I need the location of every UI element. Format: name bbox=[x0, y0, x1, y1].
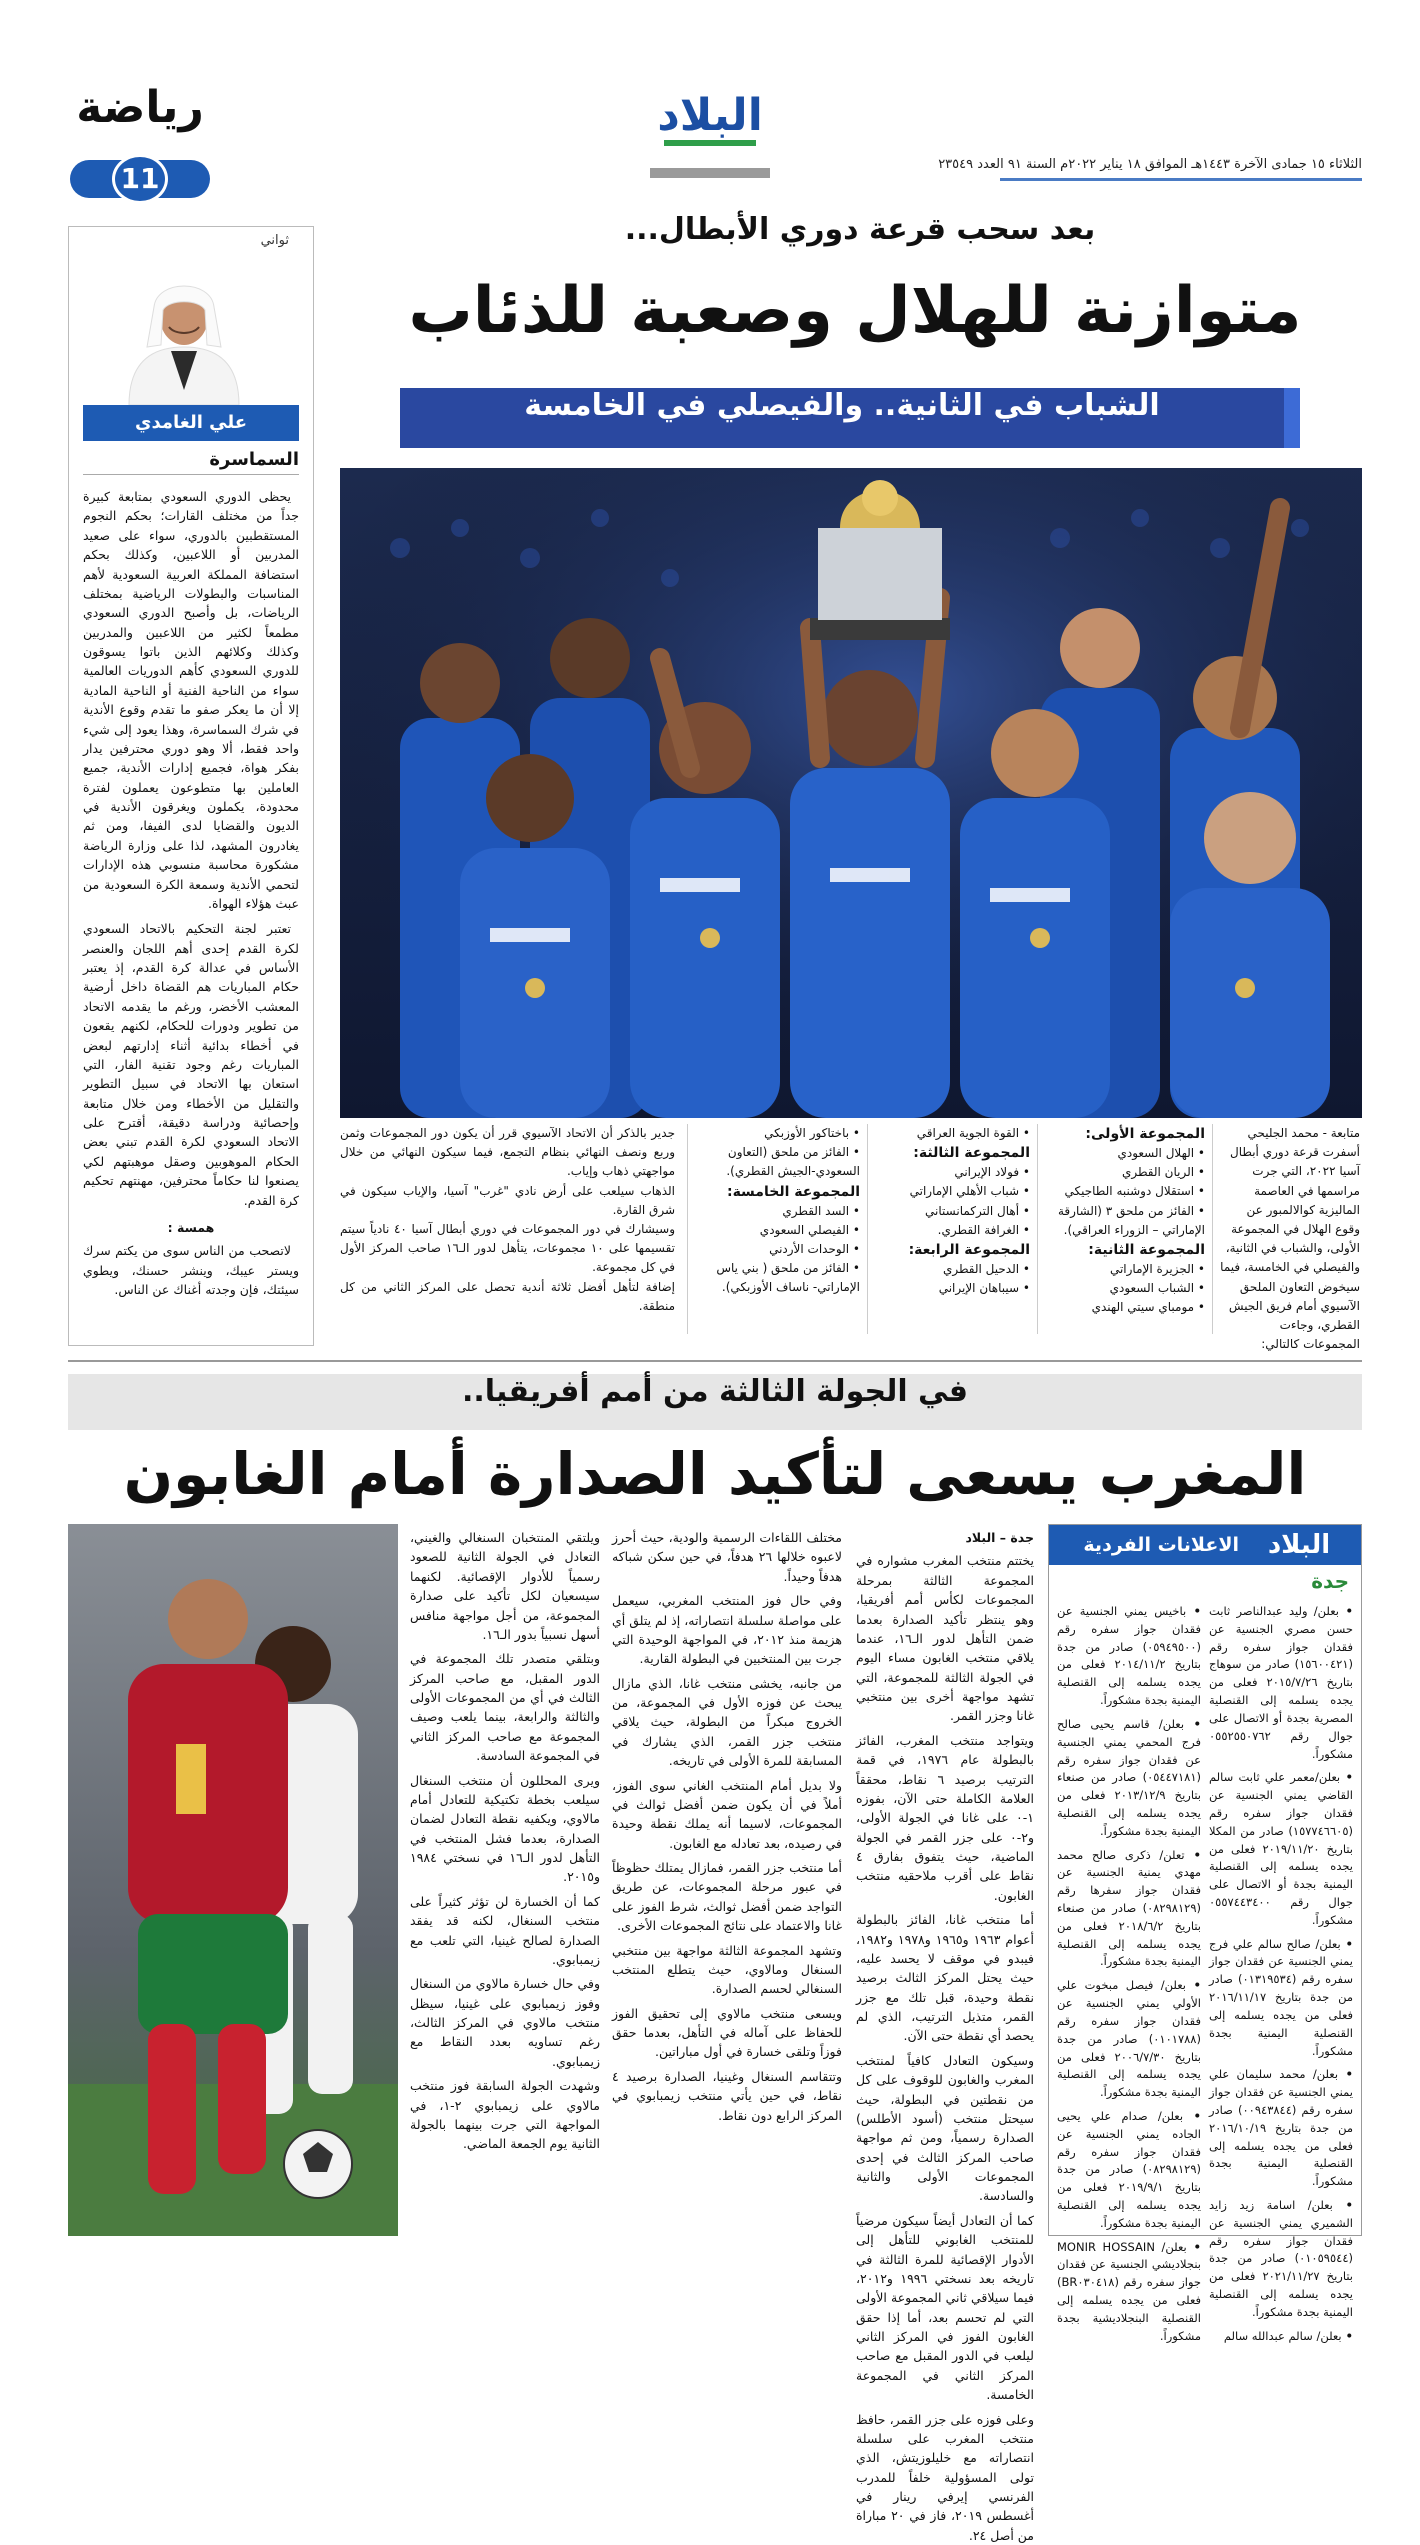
groups-col-b bbox=[875, 1124, 1030, 1344]
newspaper-logo: البلاد bbox=[650, 90, 770, 141]
ad-item: • باخيس يمني الجنسية عن فقدان جواز سفره رقم (٠٥٩٤٩٥٠٠) صادر من جدة بتاريخ ٢٠١٤/١١/٢ فعلى من يجده يسلمه إلى القنصلية اليمنية بجدة مشكوراً. bbox=[1057, 1603, 1201, 1710]
ad-item: • بعلن/معمر علي ثابت سالم القاضي يمني الجنسية عن فقدان جواز سفره رقم (١٥٧٧٤٦٦٠٥) صادر من المكلا بتاريخ ٢٠١٩/١١/٢٠ فعلى من يجده يسلمه إلى القنصلية اليمنية بجدة أو الاتصال على جوال رقم ٠٥٥٧٤٤٣٤٠٠ مشكوراً. bbox=[1209, 1769, 1353, 1929]
classified-ads bbox=[1048, 1524, 1362, 2236]
story2-column-1 bbox=[856, 1528, 1034, 2228]
story2-paragraph: كما أن التعادل أيضاً سيكون مرضياً للمنتخب الغابوني للتأهل إلى الأدوار الإقصائية للمرة الثالثة في تاريخه بعد نسختي ١٩٩٦ و٢٠١٢، فيما سيلاقي ثاني المجموعة الأولى التي لم تحسم بعد، أما إذا حقق الغابون الفوز في المركز الثاني ليلعب في الدور المقبل مع صاحب المركز الثاني في المجموعة الخامسة. bbox=[856, 2211, 1034, 2405]
column-title: السماسرة bbox=[83, 449, 299, 475]
story2-paragraph: كما أن الخسارة لن تؤثر كثيراً على منتخب السنغال، لكنه قد يفقد الصدارة لصالح غينيا، التي تلعب مع زيمبابوي. bbox=[410, 1892, 600, 1970]
story2-paragraph: ولا بديل أمام المنتخب الغاني سوى الفوز، أملاً في أن يكون ضمن أفضل ثوالث في المجموعات، لاسيما أنه يملك نقطة وحيدة في رصيده، بعد تعادله مع الغابون. bbox=[612, 1776, 842, 1854]
draw-notes bbox=[340, 1124, 675, 1344]
group-team: • الوحدات الأردني bbox=[695, 1240, 860, 1259]
column-paragraph: تعتبر لجنة التحكيم بالاتحاد السعودي لكرة القدم إحدى أهم اللجان والعنصر الأساس في عدالة كرة القدم، إذ يعتبر حكام المباريات هم القضاة داخل أرضية المعشب الأخضر، ورغم ما يقدمه الاتحاد من تطوير ودورات للحكام، لكنهم يقعون في أخطاء بدائية أثناء إدارتهم لبعض المباريات رغم وجود تقنية الفار، التي استعان بها الاتحاد في سبيل التطوير والتقليل من الأخطاء ومن خلال متابعة وإحصائية ودراسة دقيقة، أقترح على الاتحاد السعودي لكرة القدم تبني بعض الحكام الموهوبين وصقل موهبتهم لكي يصنعوا لنا حكاماً محترفين، مهنتهم تحكيم كرة القدم. bbox=[83, 919, 299, 1210]
group-team: • الريان القطري bbox=[1045, 1163, 1205, 1182]
group-team: • استقلال دوشنبه الطاجيكي bbox=[1045, 1182, 1205, 1201]
ads-brand-logo: البلاد bbox=[1245, 1529, 1353, 1561]
group-team: • الدحيل القطري bbox=[875, 1260, 1030, 1279]
group-team: • أهال التركمانستاني bbox=[875, 1202, 1030, 1221]
opinion-column bbox=[68, 226, 314, 1346]
ad-item: • بعلن/ محمد سليمان علي يمني الجنسية عن فقدان جواز سفره رقم (٠٠٩٤٣٨٤٤) صادر من جدة بتاريخ ٢٠١٦/١٠/١٩ فعلى من يجده يسلمه إلى القنصلية اليمنية بجدة مشكوراً. bbox=[1209, 2066, 1353, 2191]
column-separator bbox=[687, 1124, 688, 1334]
story2-paragraph: مختلف اللقاءات الرسمية والودية، حيث أحرز لاعبوه خلالها ٢٦ هدفاً، في حين سكن شباكه هدفاً وحيداً. bbox=[612, 1528, 842, 1586]
dateline: الثلاثاء ١٥ جمادى الآخرة ١٤٤٣هـ الموافق ١٨ يناير ٢٠٢٢م السنة ٩١ العدد ٢٣٥٤٩ bbox=[1000, 150, 1362, 180]
team-celebration-photo bbox=[340, 468, 1362, 1118]
section-label: رياضة bbox=[70, 82, 210, 133]
group-team: • سيباهان الإيراني bbox=[875, 1279, 1030, 1298]
story2-paragraph: أما منتخب غانا، الفائز بالبطولة أعوام ١٩٦٣ و١٩٦٥ و١٩٧٨ و١٩٨٢، فيبدو في موقف لا يحسد عليه، حيث يحتل المركز الثالث برصيد نقطة وحيدة، قبل تلك مع جزر القمر، متذيل الترتيب، الذي لم يحصد أي نقطة حتى الآن. bbox=[856, 1910, 1034, 2046]
group-team: • الجزيرة الإماراتي bbox=[1045, 1260, 1205, 1279]
group-team: • مومباي سيتي الهندي bbox=[1045, 1298, 1205, 1317]
groups-col-c bbox=[695, 1124, 860, 1344]
group-title: المجموعة الأولى: bbox=[1045, 1126, 1205, 1142]
draw-intro bbox=[1220, 1124, 1360, 1344]
ad-item: • تعلن/ ذكرى صالح محمد مهدي يمنية الجنسية عن فقدان جواز سفرها رقم (٠٨٢٩٨١٢٩) صادر من صنعاء بتاريخ ٢٠١٨/٦/٢ فعلى من يجده يسلمه إلى القنصلية اليمنية بجدة مشكوراً. bbox=[1057, 1847, 1201, 1972]
dateline-rule bbox=[1000, 178, 1362, 181]
ad-item: • بعلن/ MONIR HOSSAIN بنجلاديشي الجنسية عن فقدان جواز سفره رقم (BR٠٣٠٤١٨) فعلى من يجده يسلمه إلى القنصلية البنجلاديشية بجدة مشكوراً. bbox=[1057, 2239, 1201, 2346]
ad-item: • بعلن/ سالم عبدالله سالم bbox=[1209, 2328, 1353, 2346]
group-team: • الفائز من ملحق (التعاون السعودي-الجيش القطري). bbox=[695, 1143, 860, 1181]
draw-groups bbox=[340, 1124, 1362, 1344]
story2-paragraph: ويتواجد منتخب المغرب، الفائز بالبطولة عام ١٩٧٦، في قمة الترتيب برصيد ٦ نقاط، محققاً العلامة الكاملة حتى الآن، بفوزه ١-٠ على غانا في الجولة الأولى، و٢-٠ على جزر القمر في الجولة الماضية، حيث يتفوق بفارق ٤ نقاط على أقرب ملاحقيه منتخب الغابون. bbox=[856, 1731, 1034, 1905]
columnist-name: علي الغامدي bbox=[83, 405, 299, 441]
group-team: • الهلال السعودي bbox=[1045, 1144, 1205, 1163]
ads-city: جدة bbox=[1049, 1569, 1349, 1593]
column-tag: ثواني bbox=[179, 233, 289, 248]
story1-headline: متوازنة للهلال وصعبة للذئاب bbox=[340, 274, 1370, 348]
page-number: 11 bbox=[112, 154, 168, 204]
story2-paragraph: ويلتقي المنتخبان السنغالي والغيني، التعادل في الجولة الثانية للصعود رسمياً للأدوار الإقصائية. لكنهما سيسعيان لكل تأكيد على صدارة المجموعة، من أجل مواجهة منافس أسهل نسبياً بدور الـ١٦. bbox=[410, 1528, 600, 1644]
story2-paragraph: أما منتخب جزر القمر، فمازال يمتلك حظوظاً في عبور مرحلة المجموعات، عن طريق التواجد ضمن أفضل ثوالث، شرط الفوز على غانا والاعتماد على نتائج المجموعات الأخرى. bbox=[612, 1858, 842, 1936]
draw-note: إضافة لتأهل أفضل ثلاثة أندية تحصل على المركز الثاني من كل منطقة. bbox=[340, 1278, 675, 1316]
columnist-photo bbox=[109, 255, 259, 405]
group-team: • السد القطري bbox=[695, 1202, 860, 1221]
ads-title: الاعلانات الفردية bbox=[1059, 1525, 1239, 1565]
ads-column-right bbox=[1209, 1603, 1353, 2352]
story2-column-2 bbox=[612, 1528, 842, 2228]
story2-paragraph: يختتم منتخب المغرب مشواره في المجموعة الثالثة بمرحلة المجموعات لكأس أمم أفريقيا، وهو ينتظر تأكيد الصدارة بعدما ضمن التأهل لدور الـ١٦، عندما يلاقي منتخب الغابون مساء اليوم في الجولة الثالثة للمجموعة، التي تشهد مواجهة أخرى بين منتخبي غانا وجزر القمر. bbox=[856, 1551, 1034, 1725]
ad-item: • بعلن/ اسامة زيد زايد الشميري يمني الجنسية عن فقدان جواز سفره رقم (٠١٠٥٩٥٤٤) صادر من جدة بتاريخ ٢٠٢١/١١/٢٧ فعلى من يجده يسلمه إلى القنصلية اليمنية بجدة مشكوراً. bbox=[1209, 2197, 1353, 2322]
draw-note: جدير بالذكر أن الاتحاد الآسيوي قرر أن يكون دور المجموعات وثمن وربع ونصف النهائي بنظام التجمع، فيما سيكون النهائي من خلال مواجهتي ذهاب وإياب. bbox=[340, 1124, 675, 1182]
story2-byline: جدة – البلاد bbox=[856, 1528, 1034, 1547]
group-team: • باختاكور الأوزبكي bbox=[695, 1124, 860, 1143]
page-number-pill bbox=[70, 160, 210, 198]
group-team: • شباب الأهلي الإماراتي bbox=[875, 1182, 1030, 1201]
group-team: • الفائز من ملحق ٣ (الشارقة الإماراتي – الزوراء العراقي). bbox=[1045, 1202, 1205, 1240]
column-body bbox=[83, 487, 299, 1305]
story2-paragraph: من جانبه، يخشى منتخب غانا، الذي مازال يبحث عن فوزه الأول في المجموعة، من الخروج مبكراً من البطولة، حيث يلاقي منتخب جزر القمر، الذي يشارك في المسابقة للمرة الأولى في تاريخه. bbox=[612, 1674, 842, 1771]
story2-paragraph: وتتقاسم السنغال وغينيا، الصدارة برصيد ٤ نقاط، في حين يأتي منتخب زيمبابوي في المركز الرابع دون نقاط. bbox=[612, 2067, 842, 2125]
group-team: • القوة الجوية العراقي bbox=[875, 1124, 1030, 1143]
story2-paragraph: وسيكون التعادل كافياً لمنتخب المغرب والغابون للوقوف على كل من نقطتين في البطولة، حيث سيحتل منتخب (أسود الأطلس) الصدارة رسمياً، ومن ثم مواجهة صاحب المركز الثالث في إحدى المجموعات الأولى والثانية والسادسة. bbox=[856, 2051, 1034, 2206]
ads-header bbox=[1049, 1525, 1361, 1565]
story2-paragraph: ويسعى منتخب مالاوي إلى تحقيق الفوز للحفاظ على آماله في التأهل، بعدما حقق فوزاً وتلقى خسارة في أول مباراتين. bbox=[612, 2004, 842, 2062]
draw-note: الذهاب سيلعب على أرض نادي "غرب" آسيا، والإياب سيكون في شرق القارة. bbox=[340, 1182, 675, 1220]
whisper-title: همسة : bbox=[83, 1218, 299, 1237]
ad-item: • بعلن/ صدام علي يحيى الجاده يمني الجنسية عن فقدان جواز سفره رقم (٠٨٢٩٨١٢٩) صادر من جدة بتاريخ ٢٠١٩/٩/١ فعلى من يجده يسلمه إلى القنصلية اليمنية بجدة مشكوراً. bbox=[1057, 2108, 1201, 2233]
story2-paragraph: وبتلقي متصدر تلك المجموعة في الدور المقبل، مع صاحب المركز الثالث في أي من المجموعات الأولى والثالثة والرابعة، بينما يلعب وصيف المجموعة مع صاحب المركز الثاني في المجموعة السادسة. bbox=[410, 1649, 600, 1765]
ad-item: • بعلن/ قاسم يحيى صالح فرج المحمي يمني الجنسية عن فقدان جواز سفره رقم (٠٥٤٤٧١٨١) صادر من صنعاء بتاريخ ٢٠١٣/١٢/٩ فعلى من يجده يسلمه إلى القنصلية اليمنية بجدة مشكوراً. bbox=[1057, 1716, 1201, 1841]
match-action-photo bbox=[68, 1524, 398, 2236]
story2-paragraph: وتشهد المجموعة الثالثة مواجهة بين منتخبي السنغال ومالاوي، حيث يتطلع المنتخب السنغالي لحسم الصدارة. bbox=[612, 1941, 842, 1999]
column-separator bbox=[867, 1124, 868, 1334]
story2-column-3 bbox=[410, 1528, 600, 2228]
groups-col-a bbox=[1045, 1124, 1205, 1344]
draw-intro-text: متابعة - محمد الجليحي أسفرت قرعة دوري أبطال آسيا ٢٠٢٢، التي جرت مراسمها في العاصمة الماليزية كوالالمبور عن وقوع الهلال في المجموعة الأولى، والشباب في الثانية، والفيصلي في الخامسة، فيما سيخوض التعاون الملحق الآسيوي أمام فريق الجيش القطري، وجاءت المجموعات كالتالي: bbox=[1220, 1124, 1360, 1354]
story2-kicker: في الجولة الثالثة من أمم أفريقيا.. bbox=[68, 1374, 1362, 1430]
story2-paragraph: وعلى فوزه على جزر القمر، حافظ منتخب المغرب على سلسلة انتصاراته مع خليلوزيتش، الذي تولى المسؤولية خلفاً للمدرب الفرنسي إيرفي رينار في أغسطس ٢٠١٩، فاز في ٢٠ مباراة من أصل ٢٤. bbox=[856, 2410, 1034, 2545]
ad-item: • بعلن/ فيصل مبخوت علي الأولي يمني الجنسية عن فقدان جواز سفره رقم (٠١٠١٧٨٨) صادر من جدة بتاريخ ٢٠٠٦/٧/٣٠ فعلى من يجده يسلمه إلى القنصلية اليمنية بجدة مشكوراً. bbox=[1057, 1977, 1201, 2102]
group-title: المجموعة الثانية: bbox=[1045, 1242, 1205, 1258]
ads-column-left bbox=[1057, 1603, 1201, 2352]
group-team: • الغرافة القطري. bbox=[875, 1221, 1030, 1240]
story1-kicker: بعد سحب قرعة دوري الأبطال... bbox=[360, 212, 1360, 247]
ads-body bbox=[1057, 1603, 1353, 2233]
group-team: • الفيصلي السعودي bbox=[695, 1221, 860, 1240]
story2-headline: المغرب يسعى لتأكيد الصدارة أمام الغابون bbox=[68, 1440, 1362, 1508]
group-title: المجموعة الخامسة: bbox=[695, 1184, 860, 1200]
group-team: • الفائز من ملحق ( بني ياس الإماراتي- ناساف الأوزبكي). bbox=[695, 1259, 860, 1297]
section-divider bbox=[68, 1360, 1362, 1362]
column-separator bbox=[1212, 1124, 1213, 1334]
group-title: المجموعة الرابعة: bbox=[875, 1242, 1030, 1258]
ad-item: • بعلن/ وليد عبدالناصر ثابت حسن مصري الجنسية عن فقدان جواز سفره رقم (١٥٦٠٠٤٢١) صادر من سوهاج بتاريخ ٢٠١٥/٧/٢٦ فعلى من يجده يسلمه إلى القنصلية المصرية بجدة أو الاتصال على جوال رقم ٠٥٥٢٥٥٠٧٦٢ مشكوراً. bbox=[1209, 1603, 1353, 1763]
whisper-text: لاتصحب من الناس سوى من يكتم سرك ويستر عيبك، وينشر حسنك، ويطوي سيئتك، فإن وجدته أغناك عن الناس. bbox=[83, 1241, 299, 1299]
story2-paragraph: وفي حال فوز المنتخب المغربي، سيعمل على مواصلة سلسلة انتصاراته، إذ لم يتلق أي هزيمة منذ ٢٠١٢، في المواجهة الوحيدة التي جرت بين المنتخبين في البطولة القارية. bbox=[612, 1591, 842, 1669]
masthead bbox=[0, 0, 1420, 200]
story2-paragraph: وفي حال خسارة مالاوي من السنغال وفوز زيمبابوي على غينيا، سيظل منتخب مالاوي في المركز الثالث، رغم تساويه بعدد النقاط مع زيمبابوي. bbox=[410, 1974, 600, 2071]
group-team: • فولاد الإيراني bbox=[875, 1163, 1030, 1182]
group-team: • الشباب السعودي bbox=[1045, 1279, 1205, 1298]
column-paragraph: يحظى الدوري السعودي بمتابعة كبيرة جداً من مختلف القارات؛ بحكم النجوم المستقطبين بالدوري، سواء على صعيد المدربين أو اللاعبين، وكذلك بحكم استضافة المملكة العربية السعودية لأهم المناسبات والبطولات الرياضية بمختلف الرياضات، بل وأصبح الدوري السعودي مطمعاً لكثير من اللاعبين والمدربين وكذلك وكلائهم الذين باتوا يسوقون للدوري السعودي كأهم الدوريات العالمية سواء من الناحية الفنية أو الناحية المادية إلا أن ما يعكر صفو ما تقدم وقوع الأندية في شرك السماسرة، وهذا يعود إلى شيء واحد فقط، ألا وهو دوري محترفين يدار بفكر هواة، فجميع إدارات الأندية، جميع العاملين بها متطوعون يعملون لفترة محدودة، يكملون ويغرقون الأندية في الديون والقضايا لدى الفيفا، ومن ثم يغادرون المشهد، لذا على وزارة الرياضة مشكورة محاسبة منسوبي هذه الإدارات لتحمي الأندية وسمعة الكرة السعودية من عبث هؤلاء الهواة. bbox=[83, 487, 299, 913]
ad-item: • بعلن/ صالح سالم علي فرج يمني الجنسية عن فقدان جواز سفره رقم (٠١٣١٩٥٣٤) صادر من جدة بتاريخ ٢٠١٦/١١/١٧ فعلى من يجده يسلمه إلى القنصلية اليمنية بجدة مشكوراً. bbox=[1209, 1936, 1353, 2061]
logo-underline bbox=[650, 168, 770, 178]
story1-subheadline: الشباب في الثانية.. والفيصلي في الخامسة bbox=[400, 388, 1300, 448]
story2-paragraph: وشهدت الجولة السابقة فوز منتخب مالاوي على زيمبابوي ٢-١، في المواجهة التي جرت بينهما بالجولة الثانية يوم الجمعة الماضي. bbox=[410, 2076, 600, 2154]
group-title: المجموعة الثالثة: bbox=[875, 1145, 1030, 1161]
draw-note: وسيشارك في دور المجموعات في دوري أبطال آسيا ٤٠ نادياً سيتم تقسيمها على ١٠ مجموعات، يتأهل لدور الـ١٦ صاحب المركز الأول في كل مجموعة. bbox=[340, 1220, 675, 1278]
story2-paragraph: ويرى المحللون أن منتخب السنغال سيلعب بخطة تكتيكية للتعادل أمام مالاوي، ويكفيه نقطة التعادل لضمان الصدارة، بعدما فشل المنتخب في التأهل لدور الـ١٦ في نسختي ١٩٨٤ و٢٠١٥. bbox=[410, 1771, 600, 1887]
column-separator bbox=[1037, 1124, 1038, 1334]
